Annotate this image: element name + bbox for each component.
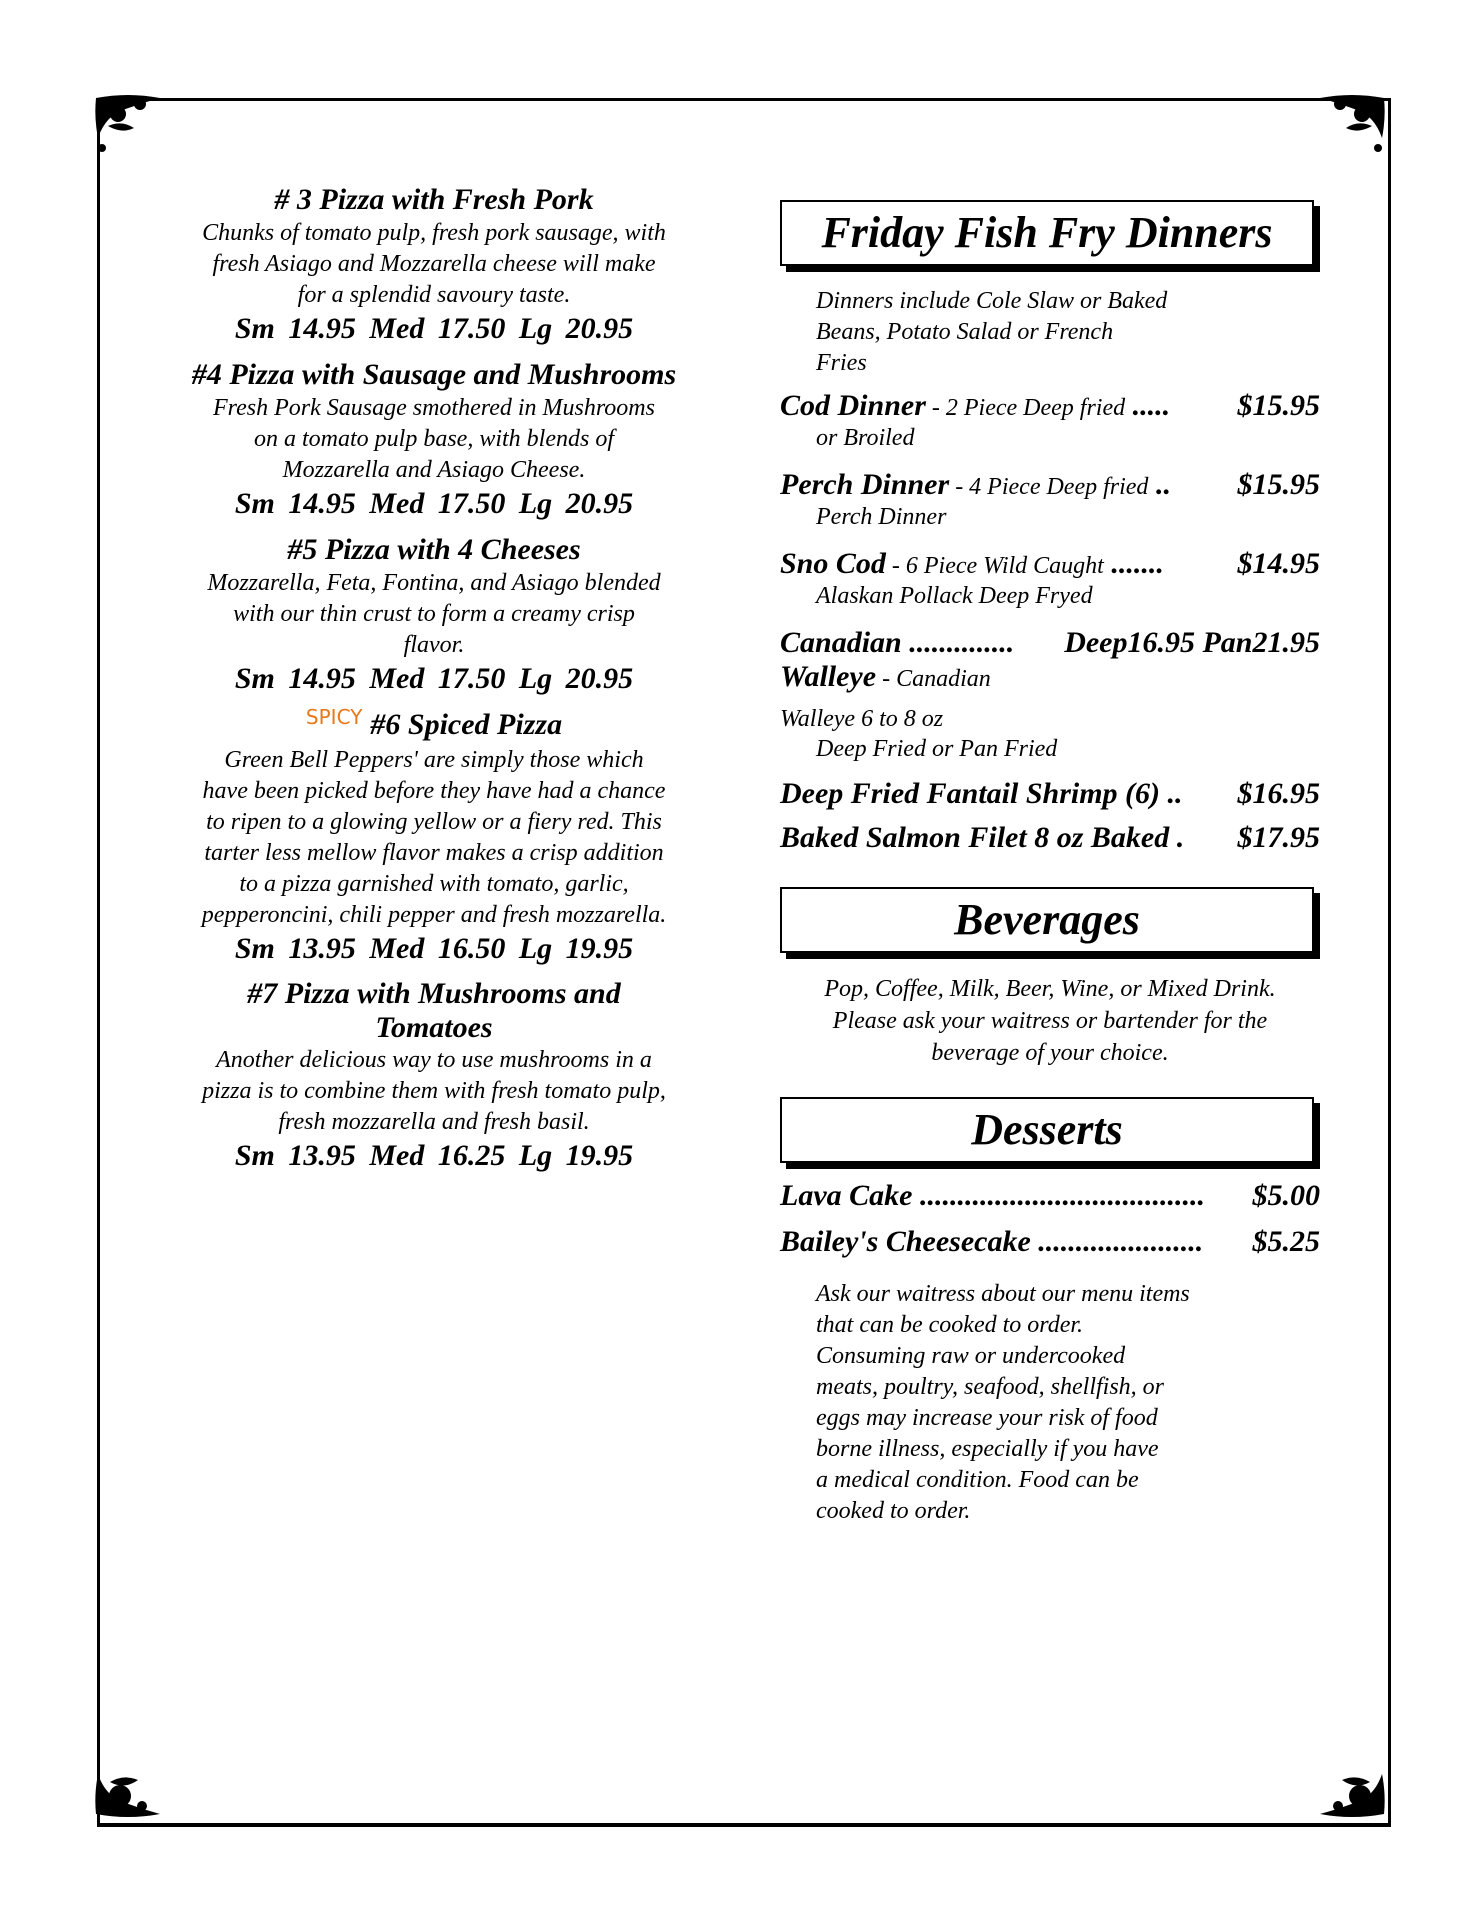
item-price: $16.95 — [1237, 777, 1320, 810]
pizza-desc-line: on a tomato pulp base, with blends of — [254, 426, 614, 452]
menu-item-walleye — [780, 624, 1320, 662]
leader-dots: ...................................... — [912, 1179, 1205, 1212]
advisory-line: that can be cooked to order. — [816, 1312, 1084, 1338]
item-price: Deep16.95 Pan21.95 — [1064, 626, 1320, 659]
beverage-line: beverage of your choice. — [931, 1040, 1169, 1066]
consumer-advisory — [780, 1279, 1236, 1527]
menu-item-salmon — [780, 819, 1320, 857]
item-name: Cod Dinner — [780, 389, 926, 422]
item-name: Canadian — [780, 626, 902, 659]
advisory-line: eggs may increase your risk of food — [816, 1405, 1158, 1431]
item-name: Sno Cod — [780, 547, 886, 580]
menu-item-perch — [780, 466, 1320, 506]
pizza-desc-line: to a pizza garnished with tomato, garlic, — [239, 871, 629, 897]
pizza-title: Tomatoes — [375, 1011, 493, 1044]
beverage-line: Pop, Coffee, Milk, Beer, Wine, or Mixed Drink. — [824, 976, 1276, 1002]
menu-item-sno-cod — [780, 545, 1320, 585]
pizza-desc-line: for a splendid savoury taste. — [297, 282, 571, 308]
note-line: Beans, Potato Salad or French — [816, 319, 1114, 345]
beverages-heading: Beverages — [780, 887, 1314, 953]
item-price: $17.95 — [1237, 821, 1320, 854]
item-price: $5.25 — [1252, 1225, 1320, 1258]
desserts-heading: Desserts — [780, 1097, 1314, 1163]
pizza-desc-line: Another delicious way to use mushrooms in a — [216, 1047, 652, 1073]
pizza-desc-line: have been picked before they have had a chance — [202, 778, 666, 804]
menu-item-lava-cake — [780, 1177, 1320, 1215]
pizza-desc-line: Mozzarella and Asiago Cheese. — [282, 457, 586, 483]
pizza-item — [168, 532, 700, 697]
pizza-title-row — [168, 707, 700, 745]
advisory-line: meats, poultry, seafood, shellfish, or — [816, 1374, 1164, 1400]
pizza-item — [168, 357, 700, 522]
pizza-prices: Sm 13.95 Med 16.50 Lg 19.95 — [234, 932, 634, 965]
advisory-line: borne illness, especially if you have — [816, 1436, 1159, 1462]
menu-item-walleye-line2 — [780, 658, 1320, 738]
fish-fry-heading: Friday Fish Fry Dinners — [780, 200, 1314, 266]
item-desc: - Canadian Walleye 6 to 8 oz — [780, 666, 991, 732]
floral-corner-icon — [88, 90, 168, 170]
item-sub: Perch Dinner — [816, 504, 947, 530]
advisory-line: a medical condition. Food can be — [816, 1467, 1139, 1493]
pizza-prices: Sm 14.95 Med 17.50 Lg 20.95 — [234, 312, 634, 345]
pizza-prices: Sm 13.95 Med 16.25 Lg 19.95 — [234, 1139, 634, 1172]
right-column — [780, 200, 1320, 1527]
pizza-item — [168, 707, 700, 967]
item-name: Deep Fried Fantail Shrimp (6) .. — [780, 777, 1183, 810]
pizza-prices: Sm 14.95 Med 17.50 Lg 20.95 — [234, 487, 634, 520]
advisory-line: Consuming raw or undercooked — [816, 1343, 1126, 1369]
pizza-title: # 3 Pizza with Fresh Pork — [274, 183, 594, 216]
pizza-column — [168, 182, 700, 1184]
dinner-note — [780, 286, 1236, 379]
menu-item-shrimp — [780, 775, 1320, 813]
pizza-title: #5 Pizza with 4 Cheeses — [287, 533, 581, 566]
item-name: Lava Cake — [780, 1179, 913, 1212]
pizza-prices: Sm 14.95 Med 17.50 Lg 20.95 — [234, 662, 634, 695]
item-desc: - 2 Piece Deep fried — [925, 395, 1126, 421]
leader-dots: ..... — [1125, 389, 1171, 422]
pizza-desc-line: fresh Asiago and Mozzarella cheese will make — [212, 251, 656, 277]
item-price: $15.95 — [1237, 468, 1320, 501]
item-sub: or Broiled — [816, 425, 915, 451]
pizza-title: #6 Spiced Pizza — [370, 708, 563, 741]
item-desc: - 4 Piece Deep fried — [949, 474, 1149, 500]
leader-dots: ....... — [1103, 547, 1164, 580]
note-line: Fries — [816, 350, 867, 376]
floral-corner-icon — [88, 1742, 168, 1822]
item-name: Walleye — [780, 660, 877, 693]
item-name: Perch Dinner — [780, 468, 950, 501]
note-line: Dinners include Cole Slaw or Baked — [816, 288, 1168, 314]
pizza-desc-line: Fresh Pork Sausage smothered in Mushrooms — [213, 395, 655, 421]
pizza-desc-line: with our thin crust to form a creamy crisp — [233, 601, 635, 627]
item-sub: Alaskan Pollack Deep Fryed — [816, 583, 1093, 609]
beverage-line: Please ask your waitress or bartender for the — [832, 1008, 1268, 1034]
pizza-desc-line: pepperoncini, chili pepper and fresh mozzarella. — [201, 902, 667, 928]
pizza-desc-line: fresh mozzarella and fresh basil. — [278, 1109, 590, 1135]
pizza-desc-line: Chunks of tomato pulp, fresh pork sausage, with — [202, 220, 666, 246]
item-price: $5.00 — [1252, 1179, 1320, 1212]
item-desc: - 6 Piece Wild Caught — [885, 553, 1104, 579]
item-price: $14.95 — [1237, 547, 1320, 580]
menu-item-cheesecake — [780, 1223, 1320, 1261]
leader-dots: .............. — [901, 626, 1015, 659]
spicy-badge: SPICY — [305, 705, 363, 729]
pizza-desc-line: Mozzarella, Feta, Fontina, and Asiago blended — [207, 570, 661, 596]
advisory-line: cooked to order. — [816, 1498, 971, 1524]
pizza-desc-line: pizza is to combine them with fresh tomato pulp, — [202, 1078, 666, 1104]
pizza-title: #7 Pizza with Mushrooms and — [247, 977, 621, 1010]
pizza-title: #4 Pizza with Sausage and Mushrooms — [191, 358, 677, 391]
floral-corner-icon — [1312, 1742, 1392, 1822]
pizza-desc-line: tarter less mellow flavor makes a crisp addition — [204, 840, 664, 866]
leader-dots: ...................... — [1030, 1225, 1204, 1258]
pizza-desc-line: flavor. — [403, 632, 465, 658]
pizza-desc-line: Green Bell Peppers' are simply those which — [224, 747, 644, 773]
item-name: Bailey's Cheesecake — [780, 1225, 1031, 1258]
advisory-line: Ask our waitress about our menu items — [816, 1281, 1190, 1307]
item-sub: Deep Fried or Pan Fried — [816, 736, 1058, 762]
floral-corner-icon — [1312, 90, 1392, 170]
pizza-item — [168, 182, 700, 347]
leader-dots: .. — [1148, 468, 1171, 501]
item-name: Baked Salmon Filet 8 oz Baked . — [780, 821, 1185, 854]
item-price: $15.95 — [1237, 389, 1320, 422]
menu-item-cod — [780, 387, 1320, 427]
pizza-item — [168, 977, 700, 1174]
pizza-desc-line: to ripen to a glowing yellow or a fiery red. This — [206, 809, 662, 835]
beverages-text — [780, 973, 1320, 1069]
